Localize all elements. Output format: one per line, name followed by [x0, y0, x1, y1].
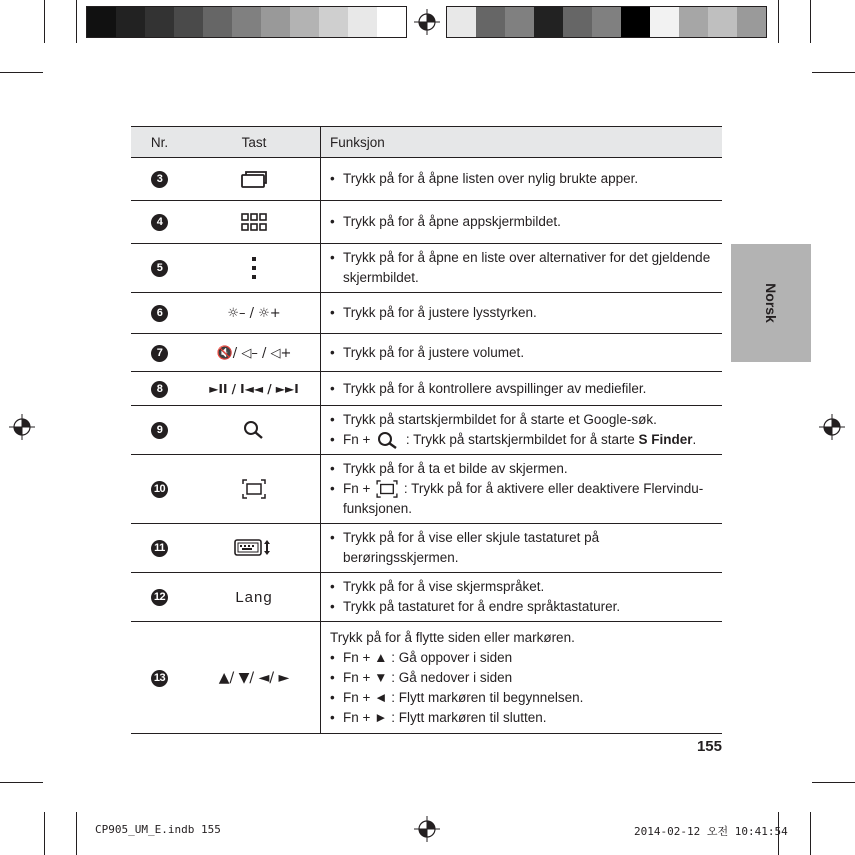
function-line: • Trykk på for å justere lysstyrken.	[330, 303, 716, 323]
fn-combo-prefix: Fn +	[343, 481, 375, 496]
function-line: • Trykk på startskjermbildet for å starte et Google-søk.	[330, 410, 716, 430]
function-line	[330, 479, 716, 519]
table-header-row	[131, 127, 722, 158]
function-line	[330, 688, 716, 708]
print-timestamp: 2014-02-12 오전 10:41:54	[634, 825, 788, 838]
gray-color-bar-left	[86, 6, 407, 38]
function-line: • Trykk på for å åpne listen over nylig brukte apper.	[330, 169, 716, 189]
crop-mark	[778, 0, 779, 43]
table-row	[131, 573, 722, 622]
table-row	[131, 372, 722, 406]
arrow-up-icon: ▲	[374, 649, 388, 665]
row-number: 13	[151, 670, 168, 687]
fn-combo-prefix: Fn +	[343, 689, 375, 705]
table-row	[131, 201, 722, 244]
page-number: 155	[696, 738, 722, 755]
table-row	[131, 524, 722, 573]
row-number: 11	[151, 540, 168, 557]
arrow-right-icon: ►	[374, 709, 388, 725]
print-file-info: CP905_UM_E.indb 155	[95, 823, 221, 836]
function-line: • Trykk på for å vise skjermspråket.	[330, 577, 716, 597]
keyboard-keys-table	[131, 126, 722, 734]
crop-mark	[76, 0, 77, 43]
row-number: 12	[151, 589, 168, 606]
table-row	[131, 334, 722, 372]
registration-mark-icon	[819, 414, 845, 440]
registration-mark-icon	[414, 9, 440, 35]
fn-combo-text: : Trykk på for å aktivere eller deaktivere Flervindu-funksjonen.	[343, 481, 704, 516]
volume-icon: 🔇/ ◁– / ◁+	[216, 345, 292, 361]
header-function: Funksjon	[321, 127, 723, 158]
arrow-down-icon: ▼	[374, 669, 388, 685]
crop-mark	[0, 782, 43, 783]
search-icon	[376, 431, 400, 449]
row-number: 10	[151, 481, 168, 498]
row-number: 4	[151, 214, 168, 231]
fn-combo-text: : Trykk på startskjermbildet for å starte	[402, 432, 639, 447]
function-intro: Trykk på for å flytte siden eller markøren.	[330, 629, 575, 645]
crop-mark	[44, 812, 45, 855]
row-number: 6	[151, 305, 168, 322]
header-key: Tast	[188, 127, 321, 158]
row-number: 7	[151, 345, 168, 362]
function-line: • Trykk på for å åpne appskjermbildet.	[330, 212, 716, 232]
sentence-end: .	[692, 432, 697, 447]
header-nr: Nr.	[131, 127, 188, 158]
fn-combo-text: : Flytt markøren til slutten.	[387, 709, 547, 725]
function-line: • Trykk på for å justere volumet.	[330, 343, 716, 363]
function-line	[330, 648, 716, 668]
table-row	[131, 406, 722, 455]
fn-combo-prefix: Fn +	[343, 649, 375, 665]
crop-mark	[44, 0, 45, 43]
more-options-icon	[249, 256, 259, 280]
crop-mark	[0, 72, 43, 73]
function-line	[330, 668, 716, 688]
fn-combo-prefix: Fn +	[343, 432, 375, 447]
language-side-tab	[731, 244, 811, 362]
table-row	[131, 622, 722, 734]
row-number: 9	[151, 422, 168, 439]
side-tab-label: Norsk	[763, 283, 779, 323]
arrow-keys-icon: ▲/ ▼/ ◄/ ►	[218, 669, 290, 686]
table-row	[131, 244, 722, 293]
brightness-icon: ☼– / ☼+	[227, 306, 281, 321]
recent-apps-icon	[240, 169, 268, 189]
registration-mark-icon	[414, 816, 440, 842]
registration-mark-icon	[9, 414, 35, 440]
fn-combo-text: : Flytt markøren til begynnelsen.	[387, 689, 584, 705]
row-number: 5	[151, 260, 168, 277]
keyboard-toggle-icon	[234, 538, 274, 558]
table-row	[131, 455, 722, 524]
table-row	[131, 293, 722, 334]
crop-mark	[812, 72, 855, 73]
fn-combo-text: : Gå oppover i siden	[387, 649, 513, 665]
search-icon	[242, 420, 266, 440]
function-line: • Trykk på for å ta et bilde av skjermen.	[330, 459, 716, 479]
crop-mark	[810, 812, 811, 855]
arrow-left-icon: ◄	[374, 689, 388, 705]
screen-capture-icon	[376, 480, 398, 498]
screen-capture-icon	[242, 479, 266, 499]
crop-mark	[76, 812, 77, 855]
function-line: • Trykk på for å kontrollere avspillinger av mediefiler.	[330, 379, 716, 399]
fn-combo-prefix: Fn +	[343, 709, 375, 725]
crop-mark	[812, 782, 855, 783]
gray-color-bar-right	[446, 6, 767, 38]
fn-combo-text: : Gå nedover i siden	[387, 669, 513, 685]
function-line	[330, 430, 716, 450]
s-finder-label: S Finder	[638, 432, 693, 447]
row-number: 3	[151, 171, 168, 188]
function-line: • Trykk på for å åpne en liste over alternativer for det gjeldende skjermbildet.	[330, 248, 716, 288]
function-line: • Trykk på for å vise eller skjule tastaturet på berøringsskjermen.	[330, 528, 716, 568]
row-number: 8	[151, 381, 168, 398]
apps-grid-icon	[241, 213, 267, 231]
function-line	[330, 708, 716, 728]
crop-mark	[810, 0, 811, 43]
table-row	[131, 158, 722, 201]
media-icon: ►II / I◄◄ / ►►I	[209, 382, 299, 396]
fn-combo-prefix: Fn +	[343, 669, 375, 685]
lang-key: Lang	[235, 588, 273, 606]
function-line: • Trykk på tastaturet for å endre språktastaturer.	[330, 597, 716, 617]
